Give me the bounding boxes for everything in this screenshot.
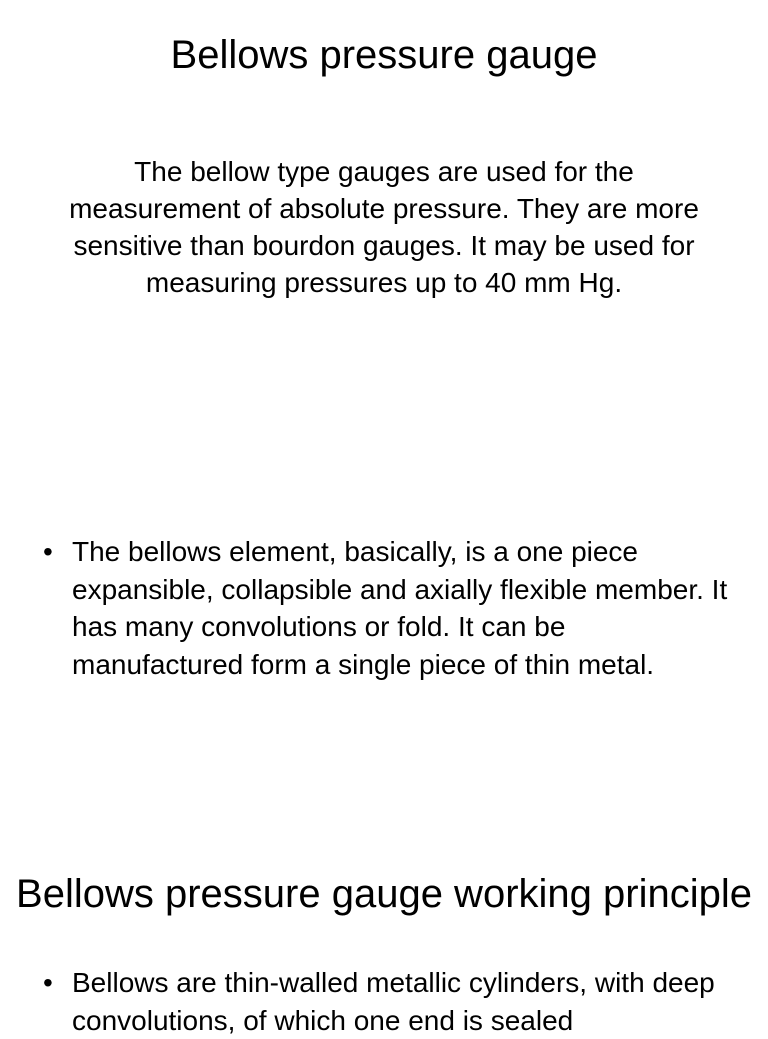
bullet-list	[40, 533, 740, 683]
section-title: Bellows pressure gauge working principle	[16, 872, 752, 916]
intro-paragraph: The bellow type gauges are used for the measurement of absolute pressure. They are more sensitive than bourdon gauges. It may be used for measuring pressures up to 40 mm Hg.	[69, 156, 699, 298]
bullet-list	[40, 964, 740, 1039]
bullet-item: • Bellows are thin-walled metallic cylinders, with deep convolutions, of which one end is sealed	[40, 964, 740, 1039]
bullet-item: • The bellows element, basically, is a one piece expansible, collapsible and axially flexible member. It has many convolutions or fold. It can be manufactured form a single piece of thin metal.	[40, 533, 740, 683]
slide-title: Bellows pressure gauge	[170, 33, 598, 77]
